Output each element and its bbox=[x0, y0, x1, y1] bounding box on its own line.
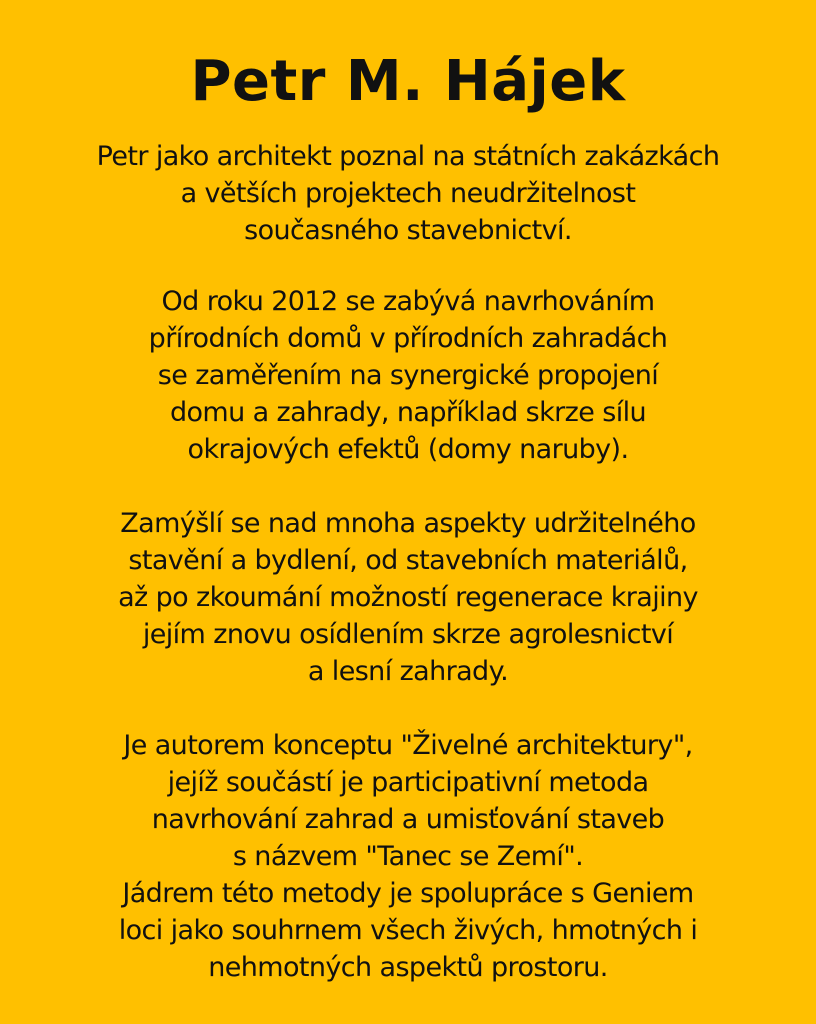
text-line: Zamýšlí se nad mnoha aspekty udržitelného bbox=[120, 508, 696, 539]
text-line: se zaměřením na synergické propojení bbox=[157, 360, 659, 391]
text-line: Od roku 2012 se zabývá navrhováním bbox=[161, 286, 655, 317]
text-line: až po zkoumání možností regenerace krajiny bbox=[118, 582, 698, 613]
text-line: okrajových efektů (domy naruby). bbox=[187, 434, 629, 465]
text-line: Jádrem této metody je spolupráce s Geniem bbox=[122, 878, 694, 909]
text-line: a větších projektech neudržitelnost bbox=[180, 178, 636, 209]
text-line: současného stavebnictví. bbox=[244, 215, 572, 246]
text-line: přírodních domů v přírodních zahradách bbox=[148, 323, 668, 354]
text-line: jejíž součástí je participativní metoda bbox=[167, 767, 649, 798]
text-line: loci jako souhrnem všech živých, hmotných i bbox=[118, 915, 698, 946]
bio-paragraph-3 bbox=[20, 505, 796, 690]
bio-paragraph-2 bbox=[20, 283, 796, 468]
text-line: Je autorem konceptu "Živelné architektury", bbox=[123, 730, 693, 761]
text-line: a lesní zahrady. bbox=[307, 656, 509, 687]
text-line: Petr jako architekt poznal na státních zakázkách bbox=[96, 141, 720, 172]
text-line: s názvem "Tanec se Zemí". bbox=[232, 841, 584, 872]
bio-paragraph-4 bbox=[20, 727, 796, 986]
text-line: nehmotných aspektů prostoru. bbox=[208, 952, 608, 983]
text-line: domu a zahrady, například skrze sílu bbox=[169, 397, 647, 428]
bio-paragraph-1 bbox=[20, 138, 796, 249]
text-line: navrhování zahrad a umisťování staveb bbox=[151, 804, 665, 835]
text-line: jejím znovu osídlením skrze agrolesnictví bbox=[142, 619, 674, 650]
text-line: stavění a bydlení, od stavebních materiálů, bbox=[128, 545, 688, 576]
page-title: Petr M. Hájek bbox=[190, 49, 626, 114]
